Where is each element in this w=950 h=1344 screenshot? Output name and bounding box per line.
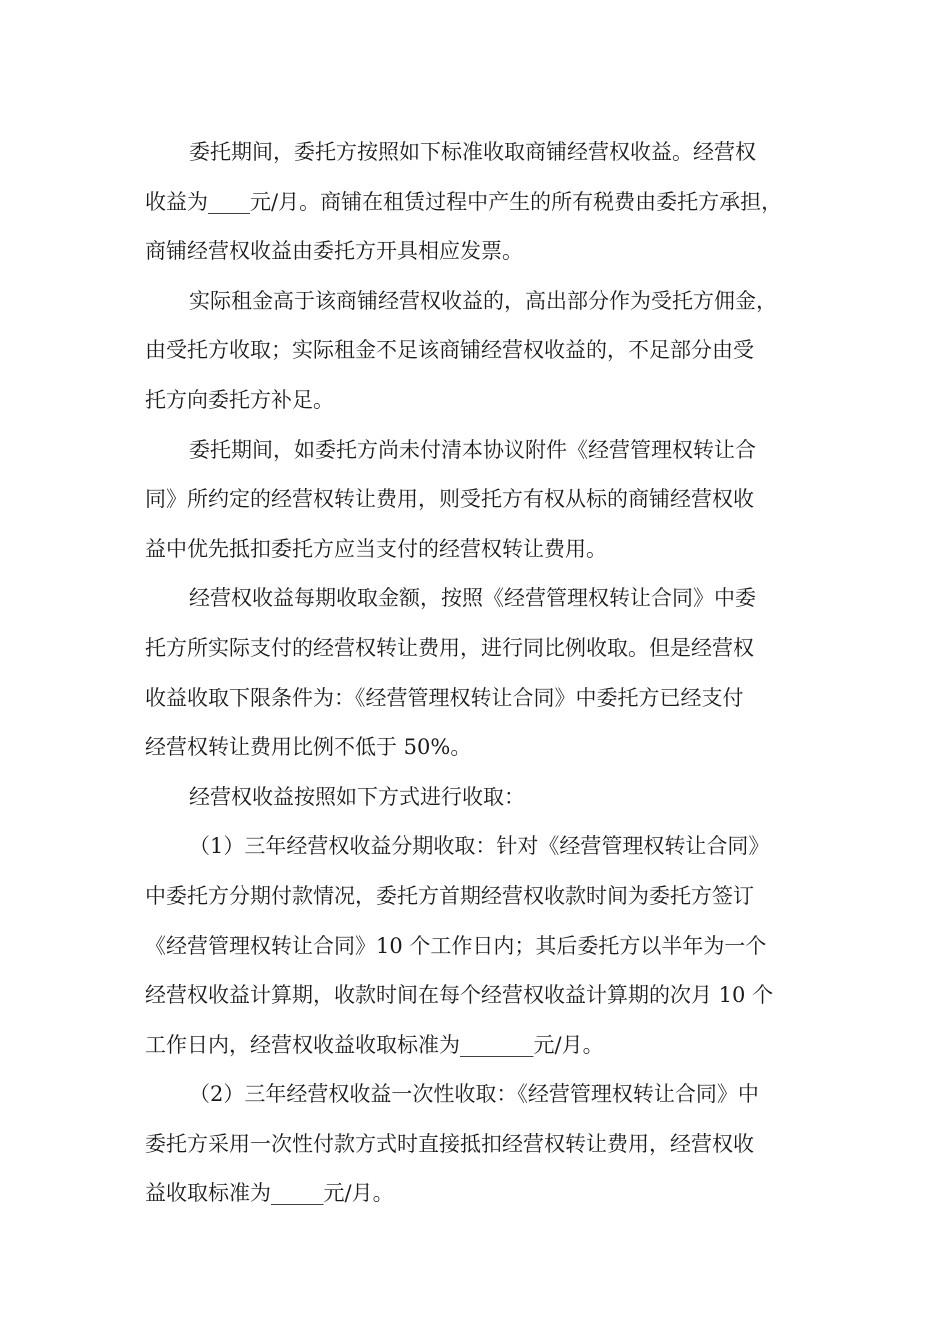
text-line: 经营权转让费用比例不低于 50%。: [145, 735, 472, 760]
text-line: 收益收取下限条件为：《经营管理权转让合同》中委托方已经支付: [145, 685, 744, 710]
text-line: 实际租金高于该商铺经营权收益的，高出部分作为受托方佣金，: [189, 288, 777, 313]
paragraph-revenue-standard: [145, 128, 815, 277]
text-line: 委托期间，如委托方尚未付清本协议附件《经营管理权转让合: [189, 437, 756, 462]
text-line: 收益为____元/月。商铺在租赁过程中产生的所有税费由委托方承担，: [145, 189, 783, 214]
text-line: 中委托方分期付款情况，委托方首期经营权收款时间为委托方签订: [145, 883, 754, 908]
text-line: 商铺经营权收益由委托方开具相应发票。: [145, 239, 523, 264]
text-line: 益中优先抵扣委托方应当支付的经营权转让费用。: [145, 536, 607, 561]
paragraph-unpaid-fee: [145, 426, 815, 575]
text-line: （2）三年经营权收益一次性收取：《经营管理权转让合同》中: [189, 1082, 759, 1107]
text-line: 益收取标准为_____元/月。: [145, 1181, 394, 1206]
text-line: 由受托方收取；实际租金不足该商铺经营权收益的，不足部分由受: [145, 338, 754, 363]
text-line: 委托方采用一次性付款方式时直接抵扣经营权转让费用，经营权收: [145, 1131, 754, 1156]
text-line: 《经营管理权转让合同》10 个工作日内；其后委托方以半年为一个: [145, 933, 767, 958]
text-line: 经营权收益计算期，收款时间在每个经营权收益计算期的次月 10 个: [145, 983, 774, 1008]
paragraph-actual-rent: [145, 277, 815, 426]
text-line: 工作日内，经营权收益收取标准为_______元/月。: [145, 1032, 604, 1057]
text-line: 托方所实际支付的经营权转让费用，进行同比例收取。但是经营权: [145, 635, 754, 660]
text-line: 经营权收益按照如下方式进行收取：: [189, 784, 525, 809]
text-line: 同》所约定的经营权转让费用，则受托方有权从标的商铺经营权收: [145, 487, 754, 512]
paragraph-lump-sum: [145, 1070, 815, 1219]
text-line: 经营权收益每期收取金额，按照《经营管理权转让合同》中委: [189, 586, 756, 611]
text-line: （1）三年经营权收益分期收取：针对《经营管理权转让合同》: [189, 834, 770, 859]
text-line: 托方向委托方补足。: [145, 387, 334, 412]
text-line: 委托期间，委托方按照如下标准收取商铺经营权收益。经营权: [189, 140, 756, 164]
paragraph-collection-methods: [145, 773, 815, 823]
paragraph-installment: [145, 822, 815, 1070]
paragraph-proportional-collection: [145, 574, 815, 772]
document-body: [145, 128, 815, 1219]
